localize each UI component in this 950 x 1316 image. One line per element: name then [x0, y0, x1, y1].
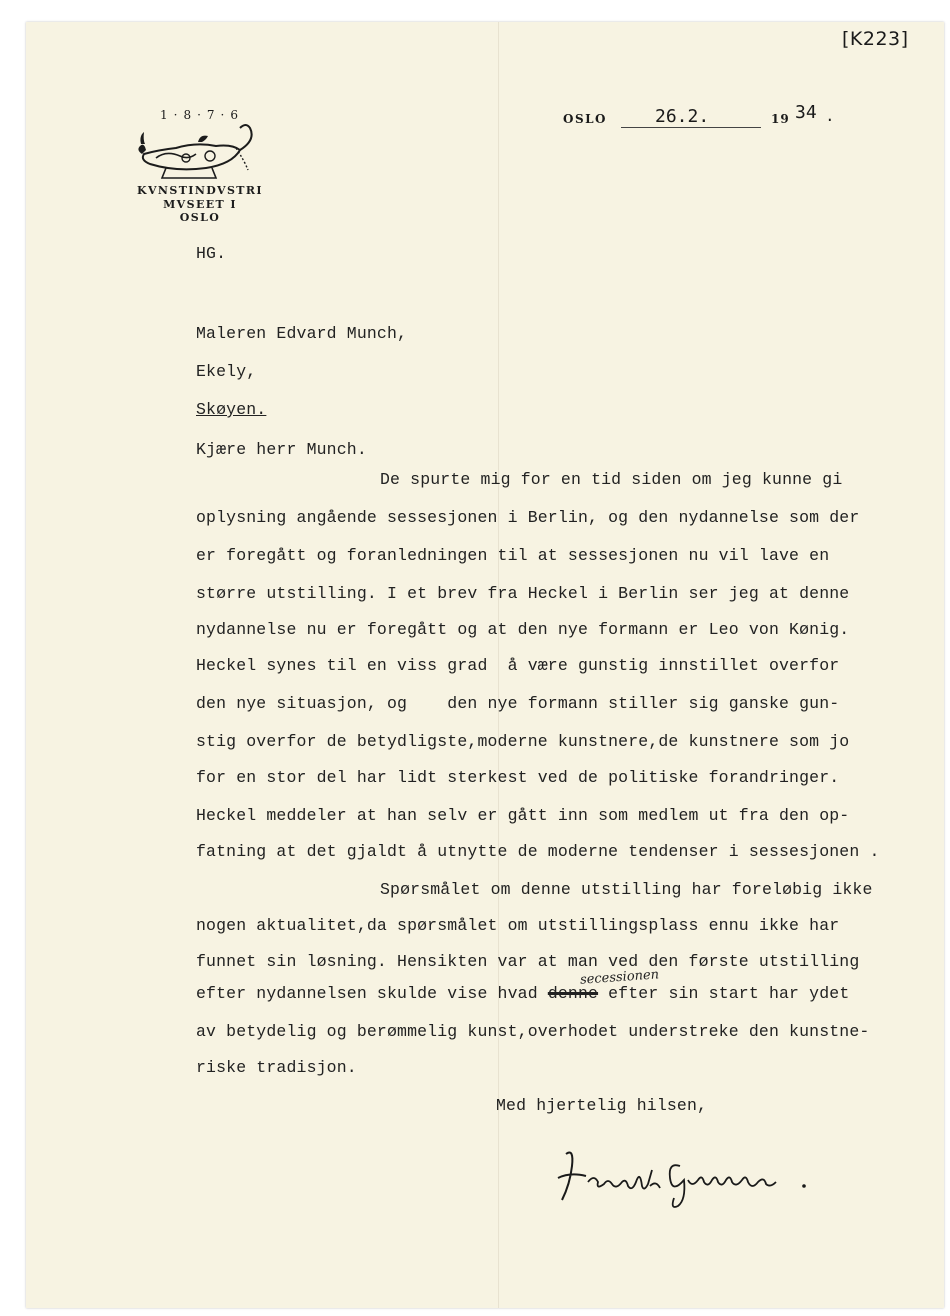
date-rule [621, 127, 761, 128]
body-line: er foregått og foranledningen til at sessesjonen nu vil lave en [196, 546, 830, 565]
body-line: større utstilling. I et brev fra Heckel i Berlin ser jeg at denne [196, 584, 850, 603]
body-line: den nye situasjon, og den nye formann stiller sig ganske gun- [196, 694, 840, 713]
letterhead-line-2: MVSEET I [163, 198, 237, 211]
archive-reference: [K223] [842, 28, 909, 50]
recipient-name: Maleren Edvard Munch, [196, 324, 408, 343]
letterhead-year: 1·8·7·6 [160, 108, 244, 122]
date-century: 19 [771, 112, 790, 126]
letterhead-line-1: KVNSTINDVSTRI [137, 184, 263, 197]
body-line: Heckel synes til en viss grad å være gunstig innstillet overfor [196, 656, 840, 675]
body-line: stig overfor de betydligste,moderne kunstnere,de kunstnere som jo [196, 732, 850, 751]
date-day: 26.2. [655, 106, 710, 127]
body-line: oplysning angående sessesjonen i Berlin, og den nydannelse som der [196, 508, 860, 527]
closing: Med hjertelig hilsen, [496, 1096, 708, 1115]
body-line: funnet sin løsning. Hensikten var at man ved den første utstilling [196, 952, 860, 971]
recipient-city: Skøyen. [196, 400, 267, 419]
reference-initials: HG. [196, 244, 227, 263]
letterhead-line-3: OSLO [179, 211, 221, 224]
handwritten-signature [552, 1140, 822, 1210]
body-line: De spurte mig for en tid siden om jeg kunne gi [380, 470, 843, 489]
recipient-place: Ekely, [196, 362, 257, 381]
body-line-16: av betydelig og berømmelig kunst,overhodet understreke den kunstne- [196, 1022, 870, 1041]
date-year: 34 [795, 102, 817, 123]
struck-word: denne [547, 984, 599, 1003]
body-line-15 [196, 984, 849, 1003]
oil-lamp-icon [136, 120, 264, 182]
body-line: Spørsmålet om denne utstilling har foreløbig ikke [380, 880, 873, 899]
body-line-15-before: efter nydannelsen skulde vise hvad [196, 984, 548, 1003]
body-line: nogen aktualitet,da spørsmålet om utstillingsplass ennu ikke har [196, 916, 840, 935]
body-line-15-after: efter sin start har ydet [598, 984, 850, 1003]
body-line: nydannelse nu er foregått og at den nye formann er Leo von Kønig. [196, 620, 850, 639]
body-line: Heckel meddeler at han selv er gått inn som medlem ut fra den op- [196, 806, 850, 825]
salutation: Kjære herr Munch. [196, 440, 367, 459]
handwritten-insertion: secessionen [579, 967, 660, 988]
body-line-17: riske tradisjon. [196, 1058, 357, 1077]
body-line: for en stor del har lidt sterkest ved de politiske forandringer. [196, 768, 840, 787]
body-line: fatning at det gjaldt å utnytte de moderne tendenser i sessesjonen . [196, 842, 880, 861]
date-dot: . [825, 108, 835, 126]
date-city: OSLO [563, 112, 608, 126]
date-line [563, 102, 843, 132]
